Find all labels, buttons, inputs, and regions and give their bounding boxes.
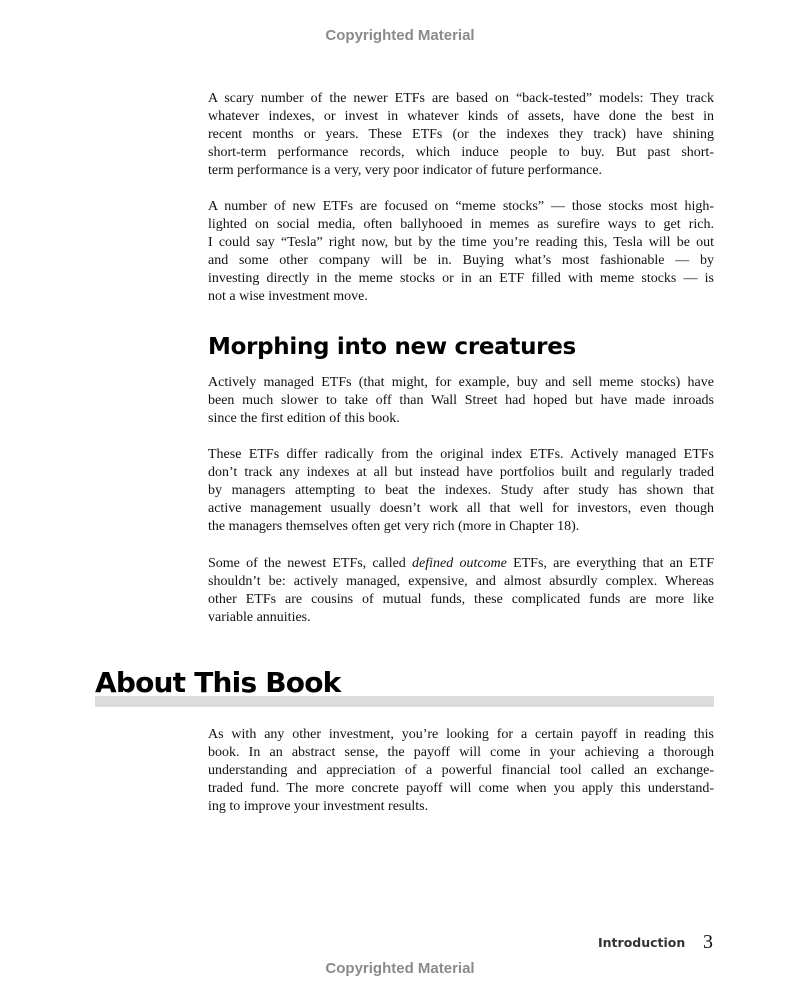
text-line: shouldn’t be: actively managed, expensive, and almost absurdly complex. Whereas bbox=[208, 574, 714, 589]
text-line: investing directly in the meme stocks or in an ETF filled with meme stocks — is bbox=[208, 271, 714, 286]
text-line: active management usually doesn’t work all that well for investors, even though bbox=[208, 501, 714, 516]
page-number: 3 bbox=[703, 931, 713, 953]
running-footer-label: Introduction bbox=[598, 935, 686, 950]
copyright-watermark-top: Copyrighted Material bbox=[325, 27, 475, 44]
text-line: lighted on social media, often ballyhooed in memes as surefire ways to get rich. bbox=[208, 217, 714, 232]
text-line: A scary number of the newer ETFs are based on “back-tested” models: They track bbox=[208, 91, 714, 106]
text-line: I could say “Tesla” right now, but by the time you’re reading this, Tesla will be out bbox=[208, 235, 714, 250]
text-line: not a wise investment move. bbox=[208, 289, 368, 304]
text-segment: ETFs, are everything that an ETF bbox=[506, 556, 714, 571]
text-line: variable annuities. bbox=[208, 610, 311, 625]
text-line: been much slower to take off than Wall Street had hoped but have made inroads bbox=[208, 393, 714, 408]
text-line: recent months or years. These ETFs (or the indexes they track) have shining bbox=[208, 127, 714, 142]
text-line: and some other company will be in. Buying what’s most fashionable — by bbox=[208, 253, 714, 268]
text-line: term performance is a very, very poor indicator of future performance. bbox=[208, 163, 603, 178]
chapter-heading: About This Book bbox=[95, 666, 341, 699]
paragraph bbox=[208, 555, 714, 627]
text-segment: Some of the newest ETFs, called bbox=[208, 556, 413, 571]
text-line: A number of new ETFs are focused on “meme stocks” — those stocks most high- bbox=[208, 199, 714, 214]
text-line bbox=[208, 555, 714, 573]
text-line: These ETFs differ radically from the original index ETFs. Actively managed ETFs bbox=[208, 447, 714, 462]
paragraph bbox=[208, 726, 714, 816]
text-line: understanding and appreciation of a powerful financial tool called an exchange- bbox=[208, 763, 714, 778]
text-line: by managers attempting to beat the indexes. Study after study has shown that bbox=[208, 483, 714, 498]
paragraph bbox=[208, 446, 714, 536]
text-line: short-term performance records, which induce people to buy. But past short- bbox=[208, 145, 714, 160]
text-line: book. In an abstract sense, the payoff will come in your achieving a thorough bbox=[208, 745, 714, 760]
section-heading: Morphing into new creatures bbox=[208, 334, 576, 360]
text-line: As with any other investment, you’re looking for a certain payoff in reading this bbox=[208, 727, 714, 742]
text-line: traded fund. The more concrete payoff will come when you apply this understand- bbox=[208, 781, 714, 796]
copyright-watermark-bottom: Copyrighted Material bbox=[325, 960, 475, 977]
text-line: whatever indexes, or invest in whatever kinds of assets, have done the best in bbox=[208, 109, 714, 124]
text-line: ing to improve your investment results. bbox=[208, 799, 429, 814]
text-line: since the first edition of this book. bbox=[208, 411, 400, 426]
chapter-heading-block bbox=[95, 666, 714, 710]
text-line: the managers themselves often get very rich (more in Chapter 18). bbox=[208, 519, 580, 534]
text-line: don’t track any indexes at all but instead have portfolios built and regularly traded bbox=[208, 465, 714, 480]
paragraph bbox=[208, 374, 714, 428]
italic-term: defined outcome bbox=[412, 556, 507, 571]
text-line: Actively managed ETFs (that might, for example, buy and sell meme stocks) have bbox=[208, 375, 714, 390]
paragraph bbox=[208, 198, 714, 306]
paragraph bbox=[208, 90, 714, 180]
text-line: other ETFs are cousins of mutual funds, these complicated funds are more like bbox=[208, 592, 714, 607]
